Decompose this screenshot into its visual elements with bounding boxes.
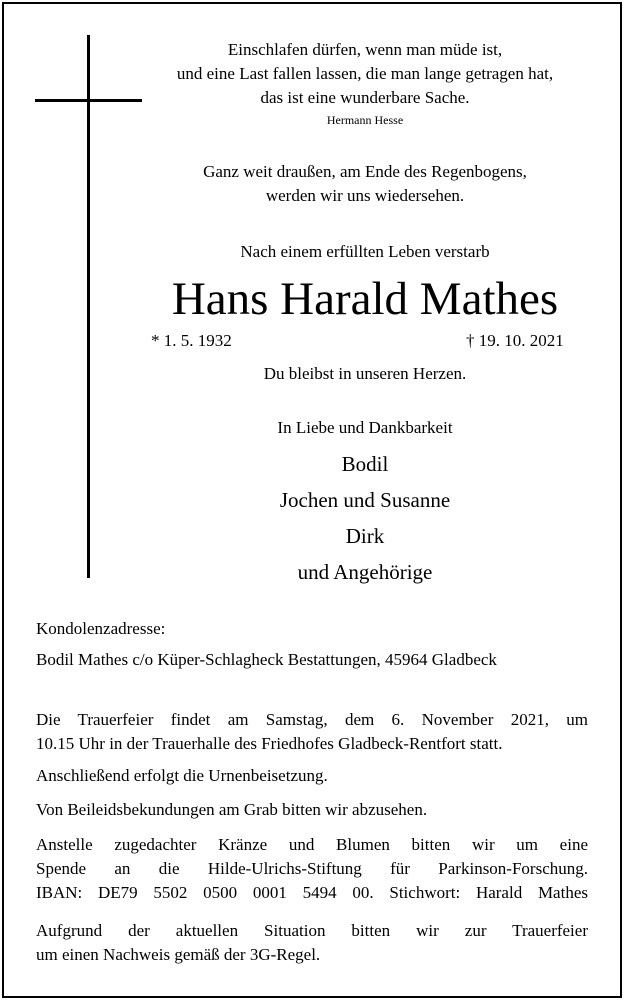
- verse-line: Ganz weit draußen, am Ende des Regenbogens,: [203, 162, 527, 181]
- cross-horizontal-bar: [35, 99, 142, 102]
- quote-author: Hermann Hesse: [326, 113, 404, 127]
- condolence-label: Kondolenzadresse:: [36, 619, 166, 638]
- donation-line: Anstelle zugedachter Kränze und Blumen bitten wir um eine: [36, 835, 588, 854]
- mourner-name: Bodil: [341, 452, 389, 476]
- mourner-name: Jochen und Susanne: [279, 488, 451, 512]
- birth-date: * 1. 5. 1932: [151, 331, 232, 350]
- covid-line: Aufgrund der aktuellen Situation bitten wir zur Trauerfeier: [36, 921, 588, 940]
- quote-line: und eine Last fallen lassen, die man lange getragen hat,: [176, 64, 554, 83]
- funeral-line: 10.15 Uhr in der Trauerhalle des Friedhofes Gladbeck-Rentfort statt.: [36, 734, 503, 753]
- covid-line: um einen Nachweis gemäß der 3G-Regel.: [36, 945, 321, 964]
- mourners-list: [140, 446, 590, 590]
- quote-line: Einschlafen dürfen, wenn man müde ist,: [227, 40, 503, 59]
- death-date: † 19. 10. 2021: [466, 331, 564, 350]
- quote-line: das ist eine wunderbare Sache.: [260, 88, 470, 107]
- dank-line: In Liebe und Dankbarkeit: [277, 418, 453, 437]
- deceased-name: Hans Harald Mathes: [171, 273, 559, 325]
- funeral-line: Die Trauerfeier findet am Samstag, dem 6. November 2021, um: [36, 710, 588, 729]
- grave-note: Von Beileidsbekundungen am Grab bitten wir abzusehen.: [36, 800, 428, 819]
- condolence-address: Bodil Mathes c/o Küper-Schlagheck Bestattungen, 45964 Gladbeck: [36, 650, 497, 669]
- farewell-line: Du bleibst in unseren Herzen.: [263, 364, 467, 383]
- urn-burial-line: Anschließend erfolgt die Urnenbeisetzung.: [36, 766, 328, 785]
- mourner-name: Dirk: [345, 524, 385, 548]
- covid-note: [36, 919, 588, 967]
- funeral-info: [36, 708, 588, 756]
- donation-line: IBAN: DE79 5502 0500 0001 5494 00. Stichwort: Harald Mathes: [36, 883, 588, 902]
- hesse-quote: [140, 38, 590, 129]
- donation-line: Spende an die Hilde-Ulrichs-Stiftung für Parkinson-Forschung.: [36, 859, 588, 878]
- rainbow-verse: [140, 160, 590, 208]
- mourner-name: und Angehörige: [297, 560, 433, 584]
- donation-info: [36, 833, 588, 905]
- cross-vertical-bar: [87, 35, 90, 578]
- verse-line: werden wir uns wiedersehen.: [265, 186, 465, 205]
- intro-line: Nach einem erfüllten Leben verstarb: [240, 242, 490, 261]
